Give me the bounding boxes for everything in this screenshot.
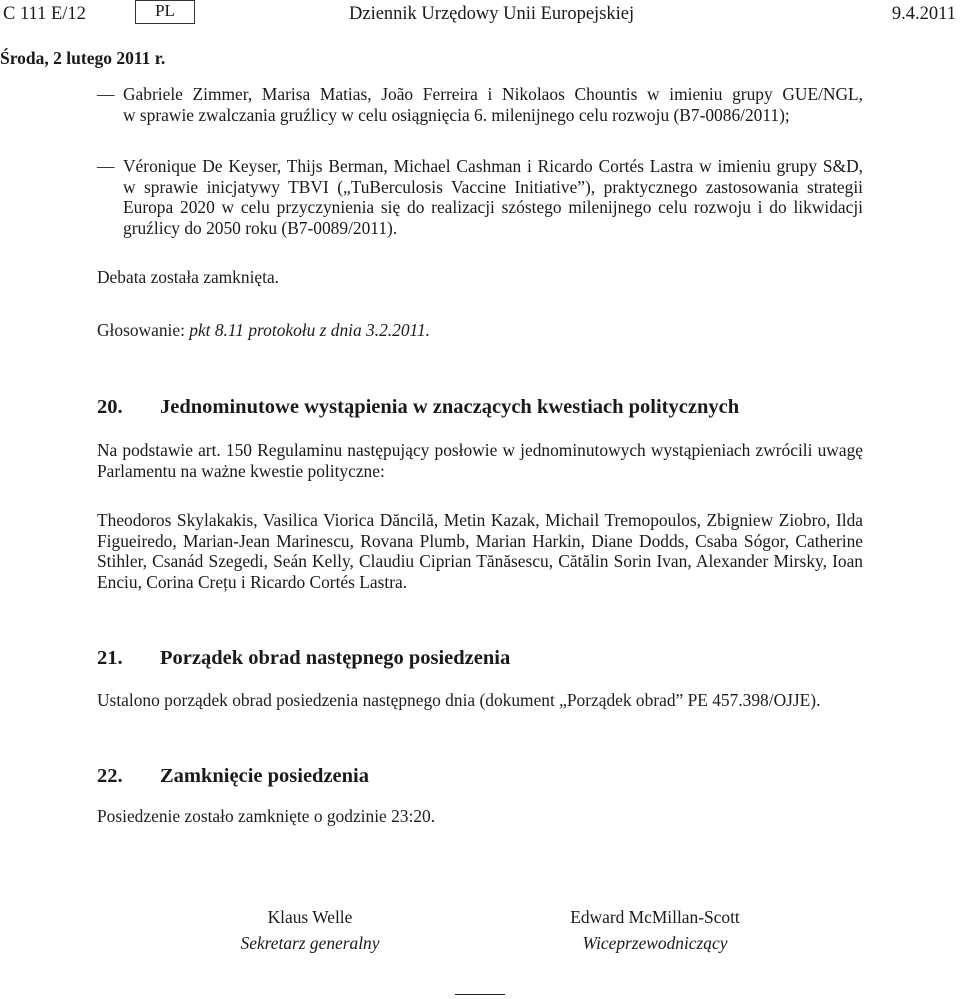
end-rule [455, 994, 505, 995]
signatory-name: Klaus Welle [267, 907, 353, 927]
motion-line: gruźlicy do 2050 roku (B7-0089/2011). [123, 217, 398, 238]
motion-item: — Gabriele Zimmer, Marisa Matias, João Ferreira i Nikolaos Chountis w imieniu grupy GUE/NGL, w sprawie zwalczania gruźlicy w celu osiągnięcia 6. milenijnego celu rozwoju (B7-0086/2011); [97, 84, 863, 125]
paragraph-line: Na podstawie art. 150 Regulaminu następujący posłowie w jednominutowych wystąpieniach zwrócili uwagę [97, 440, 863, 460]
signature-block-left [210, 906, 410, 954]
publication-date: 9.4.2011 [891, 4, 956, 24]
journal-title: Dziennik Urzędowy Unii Europejskiej [349, 4, 635, 24]
debate-closed-text: Debata została zamknięta. [97, 267, 280, 287]
signatory-role: Wiceprzewodniczący [582, 933, 728, 953]
paragraph-line: Parlamentu na ważne kwestie polityczne: [97, 460, 385, 481]
journal-reference: C 111 E/12 [3, 4, 86, 24]
paragraph-line: Theodoros Skylakakis, Vasilica Viorica Dăncilă, Metin Kazak, Michail Tremopoulos, Zbigniew Ziobro, Ilda [97, 510, 863, 530]
signature-block-right [540, 906, 770, 954]
paragraph-line: Enciu, Corina Crețu i Ricardo Cortés Lastra. [97, 571, 408, 592]
section-title: Zamknięcie posiedzenia [160, 765, 369, 787]
paragraph-line: Figueiredo, Marian-Jean Marinescu, Rovana Plumb, Marian Harkin, Diane Dodds, Csaba Sógor, Catherine [97, 530, 863, 551]
motion-item: — Véronique De Keyser, Thijs Berman, Michael Cashman i Ricardo Cortés Lastra w imieniu grupy S&D, w sprawie inicjatywy TBVI („TuBerculosis Vaccine Initiative”), praktycznego zastosowania strategii Europa 2020 w celu przyczynienia się do realizacji szóstego milenijnego celu rozwoju i do likwidacji gruźlicy do 2050 roku (B7-0089/2011). [97, 156, 863, 238]
speakers-list [97, 510, 863, 592]
motion-line: Gabriele Zimmer, Marisa Matias, João Ferreira i Nikolaos Chountis w imieniu grupy GUE/NGL, [123, 84, 863, 104]
paragraph-line: Stihler, Csanád Szegedi, Seán Kelly, Claudiu Ciprian Tănăsescu, Cătălin Sorin Ivan, Alexander Mirsky, Ioan [97, 551, 863, 572]
sitting-date: Środa, 2 lutego 2011 r. [0, 48, 166, 68]
motion-line: w sprawie inicjatywy TBVI („TuBerculosis Vaccine Initiative”), praktycznego zastosowania strategii [123, 176, 863, 197]
section-paragraph: Ustalono porządek obrad posiedzenia następnego dnia (dokument „Porządek obrad” PE 457.398/OJJE). [97, 690, 821, 710]
vote-label: Głosowanie: [97, 320, 185, 340]
section-paragraph: Posiedzenie zostało zamknięte o godzinie 23:20. [97, 806, 436, 826]
language-badge: PL [135, 0, 195, 24]
section-title: Jednominutowe wystąpienia w znaczących kwestiach politycznych [160, 396, 740, 418]
signatory-name: Edward McMillan-Scott [570, 907, 740, 927]
section-title: Porządek obrad następnego posiedzenia [160, 647, 511, 669]
section-number: 21. [97, 647, 123, 669]
section-number: 20. [97, 396, 123, 418]
signatory-role: Sekretarz generalny [240, 933, 380, 953]
vote-line [97, 320, 430, 341]
motion-line: Véronique De Keyser, Thijs Berman, Michael Cashman i Ricardo Cortés Lastra w imieniu grupy S&D, [123, 156, 863, 176]
motion-line: w sprawie zwalczania gruźlicy w celu osiągnięcia 6. milenijnego celu rozwoju (B7-0086/2011); [123, 104, 790, 125]
section-number: 22. [97, 765, 123, 787]
vote-reference: pkt 8.11 protokołu z dnia 3.2.2011. [189, 320, 430, 340]
motion-line: Europa 2020 w celu przyczynienia się do realizacji szóstego milenijnego celu rozwoju i do likwidacji [123, 197, 863, 218]
section-paragraph [97, 440, 863, 481]
